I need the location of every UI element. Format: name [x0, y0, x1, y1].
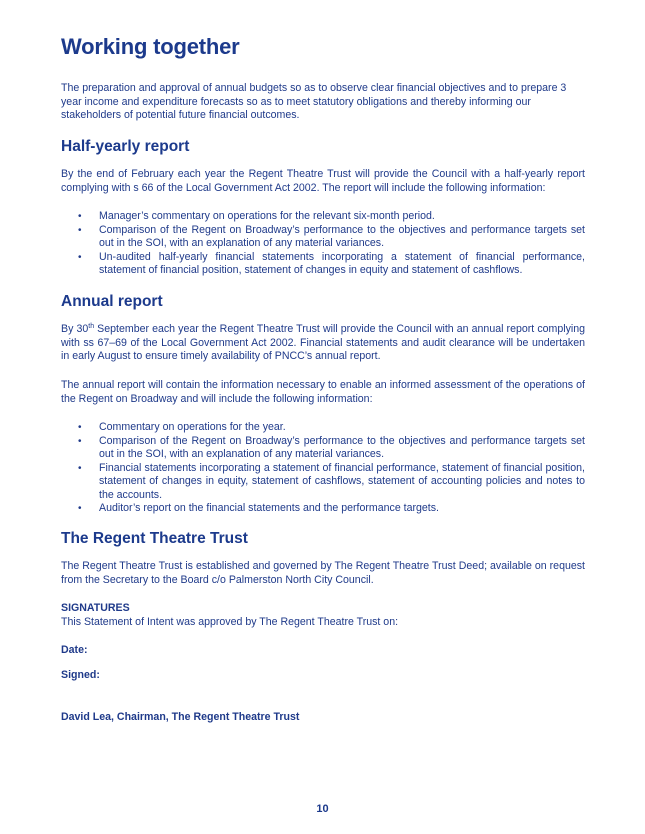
half-yearly-list — [61, 210, 585, 278]
bullet-icon: • — [78, 435, 82, 447]
list-item: • Un-audited half-yearly financial statements incorporating a statement of financial performance, statement of financial position, statement of changes in equity and statement of cashflows. — [78, 250, 585, 276]
list-item: • Comparison of the Regent on Broadway’s performance to the objectives and performance targets set out in the SOI, with an explanation of any material variances. — [78, 434, 585, 460]
intro-paragraph: The preparation and approval of annual budgets so as to observe clear financial objectives and to prepare 3 year income and expenditure forecasts so as to meet statutory obligations and thereby informing our stakeholders of potential future financial outcomes. — [61, 82, 567, 121]
annual-report-paragraph-2: The annual report will contain the information necessary to enable an informed assessment of the operations of the Regent on Broadway and will include the following information: — [61, 379, 585, 405]
bullet-icon: • — [78, 224, 82, 236]
date-label: Date: — [61, 644, 88, 656]
page-number: 10 — [316, 803, 329, 815]
trust-paragraph: The Regent Theatre Trust is established and governed by The Regent Theatre Trust Deed; available on request from the Secretary to the Board c/o Palmerston North City Council. — [61, 560, 585, 586]
signatures-text: This Statement of Intent was approved by The Regent Theatre Trust on: — [61, 616, 399, 628]
list-item: • Manager’s commentary on operations for the relevant six-month period. — [78, 210, 435, 222]
page-title: Working together — [61, 34, 240, 59]
bullet-icon: • — [78, 503, 82, 514]
list-item: • Auditor’s report on the financial statements and the performance targets. — [78, 502, 439, 514]
bullet-icon: • — [78, 462, 82, 474]
half-yearly-intro: By the end of February each year the Regent Theatre Trust will provide the Council with a half-yearly report complying with s 66 of the Local Government Act 2002. The report will include the following information: — [61, 168, 585, 194]
list-item: • Commentary on operations for the year. — [78, 421, 286, 433]
bullet-icon: • — [78, 422, 82, 433]
signatory-name: David Lea, Chairman, The Regent Theatre Trust — [61, 711, 300, 723]
list-item: • Comparison of the Regent on Broadway’s performance to the objectives and performance targets set out in the SOI, with an explanation of any material variances. — [78, 223, 585, 249]
signed-label: Signed: — [61, 669, 100, 681]
trust-heading: The Regent Theatre Trust — [61, 530, 248, 547]
signatures-heading: SIGNATURES — [61, 602, 130, 614]
half-yearly-heading: Half-yearly report — [61, 138, 190, 155]
bullet-icon: • — [78, 251, 82, 263]
annual-report-heading: Annual report — [61, 293, 163, 310]
list-item: • Financial statements incorporating a statement of financial performance, statement of financial position, statement of changes in equity, statement of cashflows, statement of accounting policies and notes to the accounts. — [78, 461, 585, 501]
bullet-icon: • — [78, 211, 82, 222]
annual-report-list — [61, 421, 585, 516]
annual-report-paragraph-1: By 30th September each year the Regent Theatre Trust will provide the Council with an annual report complying with ss 67–69 of the Local Government Act 2002. Financial statements and audit clearance will be undertaken in early August to ensure timely availability of PNCC’s annual report. — [61, 323, 586, 362]
